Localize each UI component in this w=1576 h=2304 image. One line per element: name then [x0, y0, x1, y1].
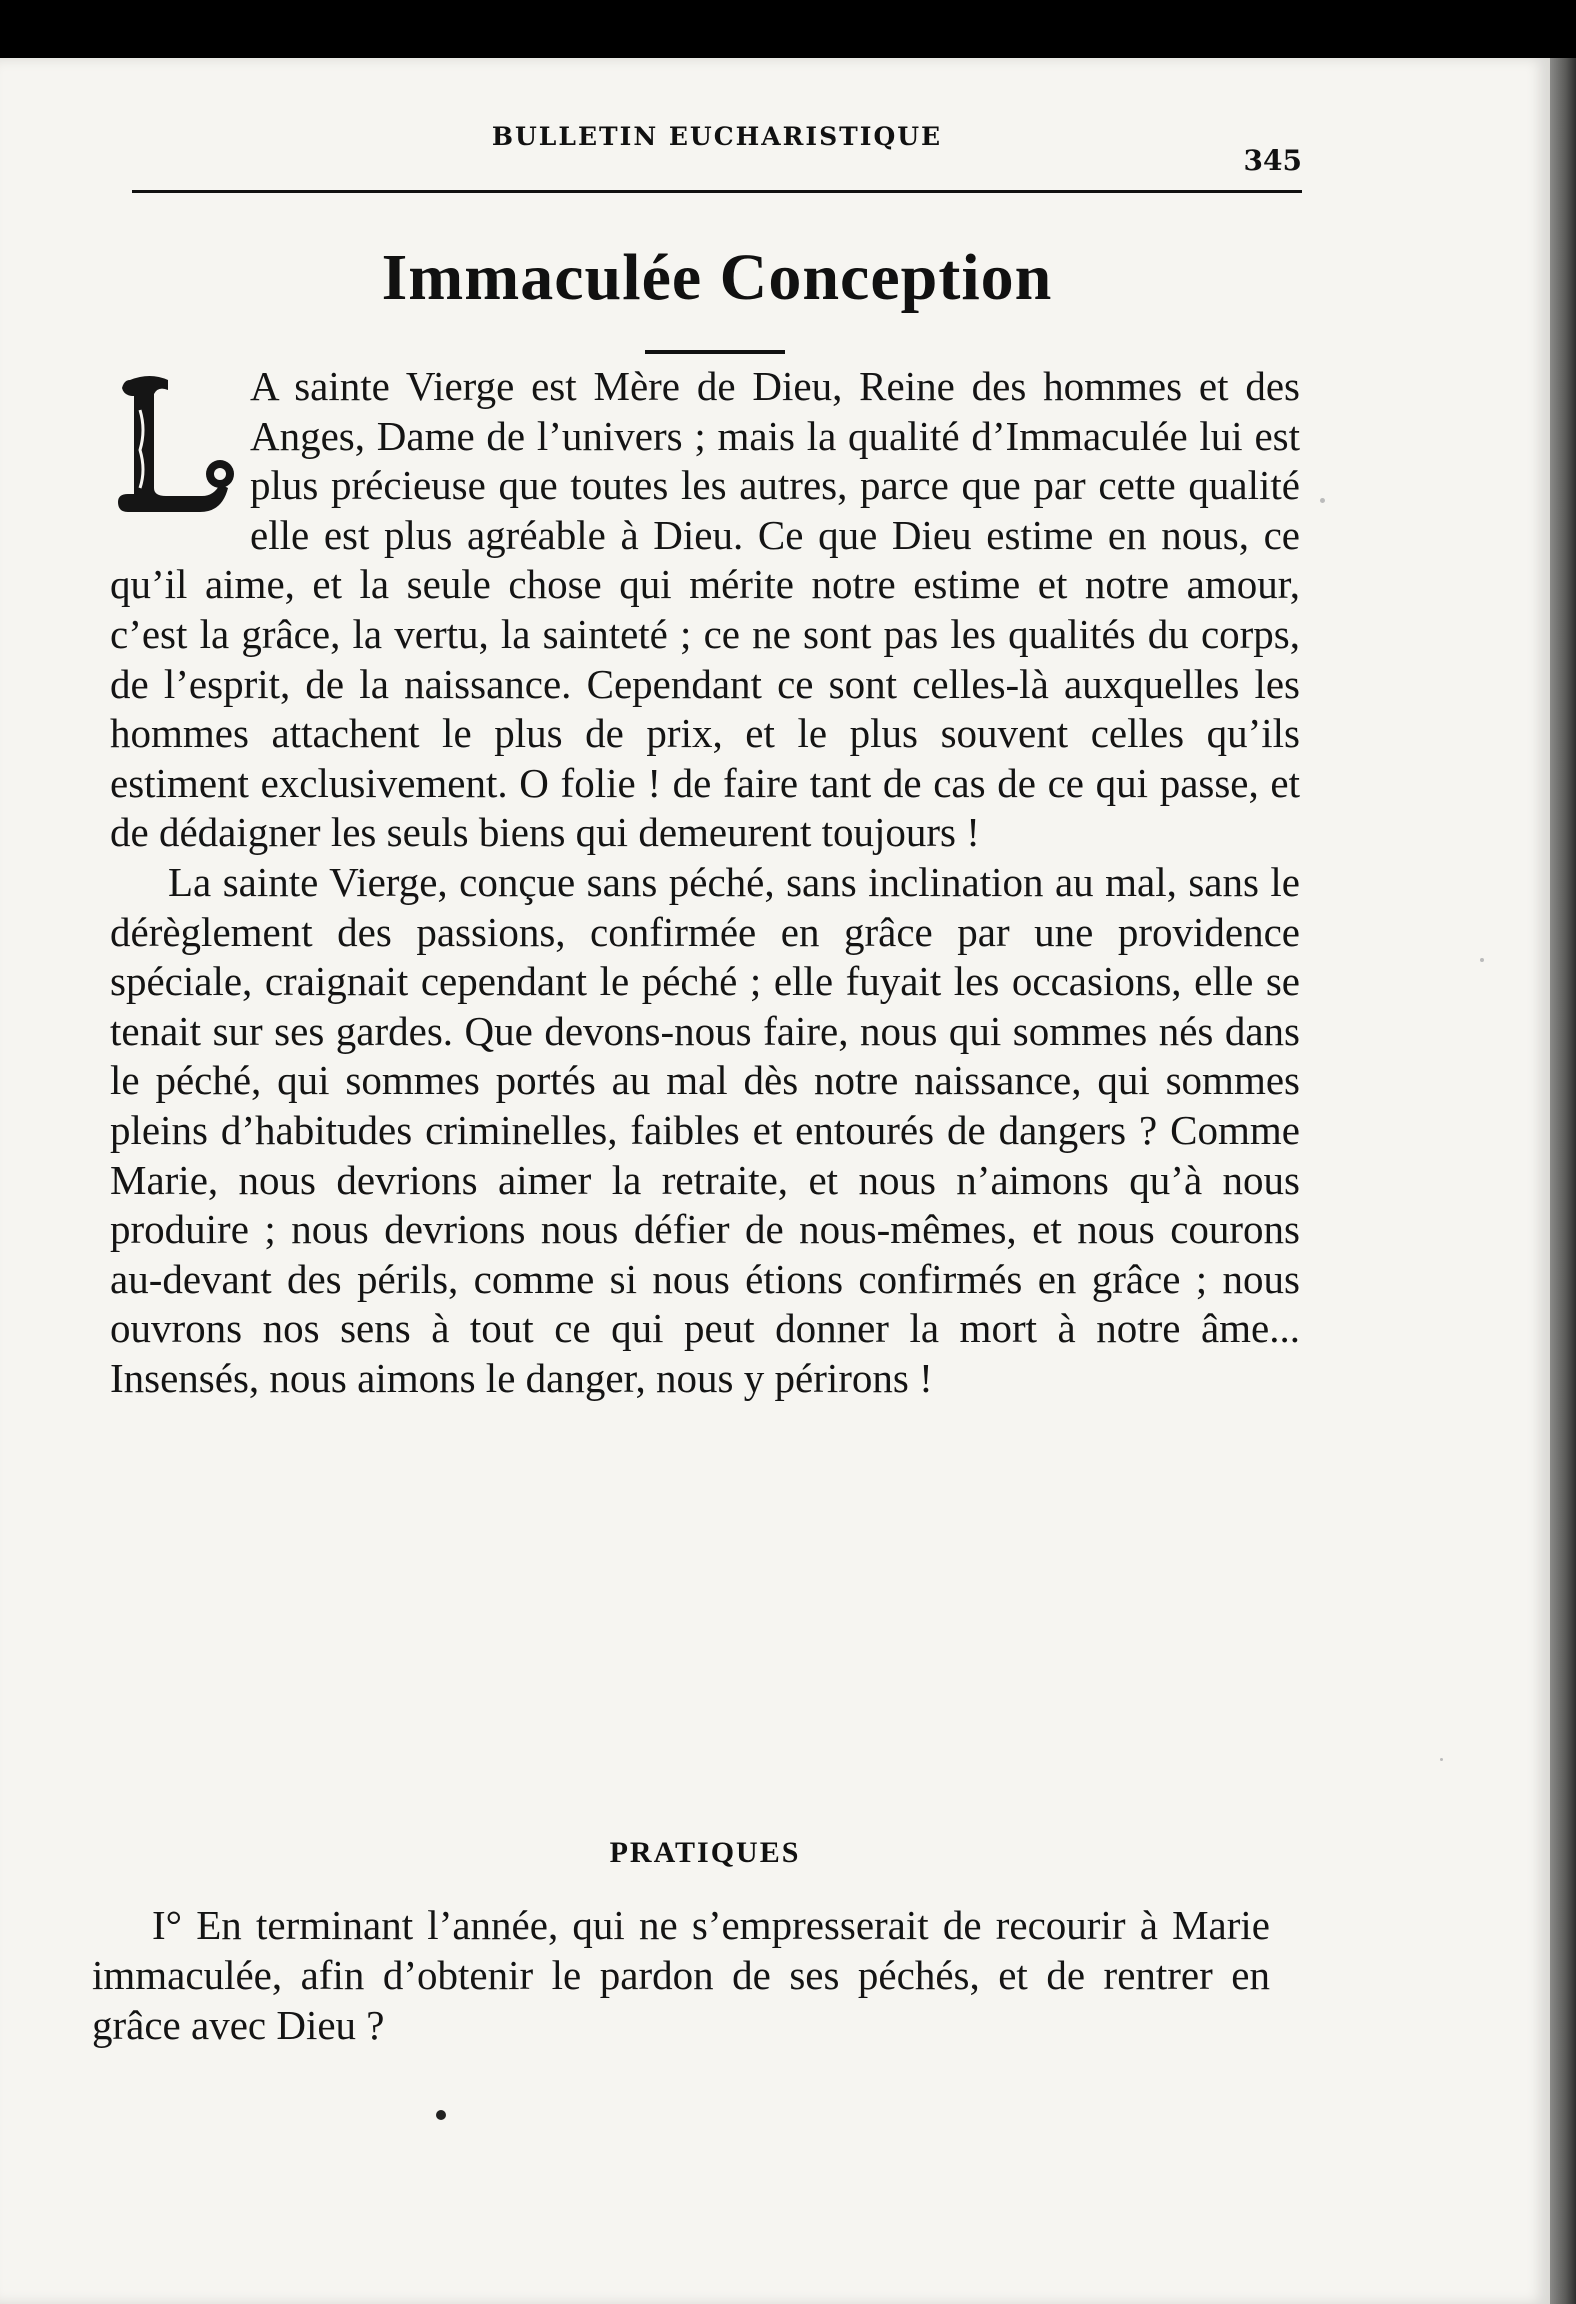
practice-item-1: I° En terminant l’année, qui ne s’empresserait de recourir à Marie immaculée, afin d’obtenir le pardon de ses péchés, et de rentrer en grâce avec Dieu ?: [92, 1902, 1270, 2048]
paragraph-1-text: A sainte Vierge est Mère de Dieu, Reine des hommes et des Anges, Dame de l’univers ; mais la qualité d’Immaculée lui est plus précieuse que toutes les autres, parce que par cette qualité elle est plus agréable à Dieu. Ce que Dieu estime en nous, ce qu’il aime, et la seule chose qui mérite notre estime et notre amour, c’est la grâce, la vertu, la sainteté ; ce ne sont pas les qualités du corps, de l’esprit, de la naissance. Cependant ce sont celles-là auxquelles les hommes attachent le plus de prix, et le plus souvent celles qu’ils estiment exclusivement. O folie ! de faire tant de cas de ce qui passe, et de dédaigner les seuls biens qui demeurent toujours !: [110, 363, 1300, 856]
drop-cap: [110, 370, 238, 520]
scan-border-top: [0, 0, 1576, 58]
running-title: BULLETIN EUCHARISTIQUE: [491, 122, 943, 151]
chapter-title: Immaculée Conception: [381, 241, 1053, 314]
footer-dot: [436, 2110, 446, 2120]
running-header: [132, 122, 1302, 182]
paragraph-1: [110, 362, 1300, 858]
body-text: [110, 362, 1300, 1403]
practices-heading: PRATIQUES: [609, 1836, 801, 1869]
paragraph-2: La sainte Vierge, conçue sans péché, sans inclination au mal, sans le dérèglement des passions, confirmée en grâce par une providence spéciale, craignait cependant le péché ; elle fuyait les occasions, elle se tenait sur ses gardes. Que devons-nous faire, nous qui sommes nés dans le péché, qui sommes portés au mal dès notre naissance, qui sommes pleins d’habitudes criminelles, faibles et entourés de dangers ? Comme Marie, nous devrions aimer la retraite, et nous n’aimons qu’à nous produire ; nous devrions nous défier de nous-mêmes, et nous courons au-devant des périls, comme si nous étions confirmés en grâce ; nous ouvrons nos sens à tout ce qui peut donner la mort à notre âme... Insensés, nous aimons le danger, nous y périrons !: [110, 858, 1300, 1401]
header-rule: [132, 190, 1302, 193]
title-rule: [645, 350, 785, 354]
page-number: 345: [1243, 144, 1302, 177]
page-edge-shadow: [1550, 58, 1576, 2304]
